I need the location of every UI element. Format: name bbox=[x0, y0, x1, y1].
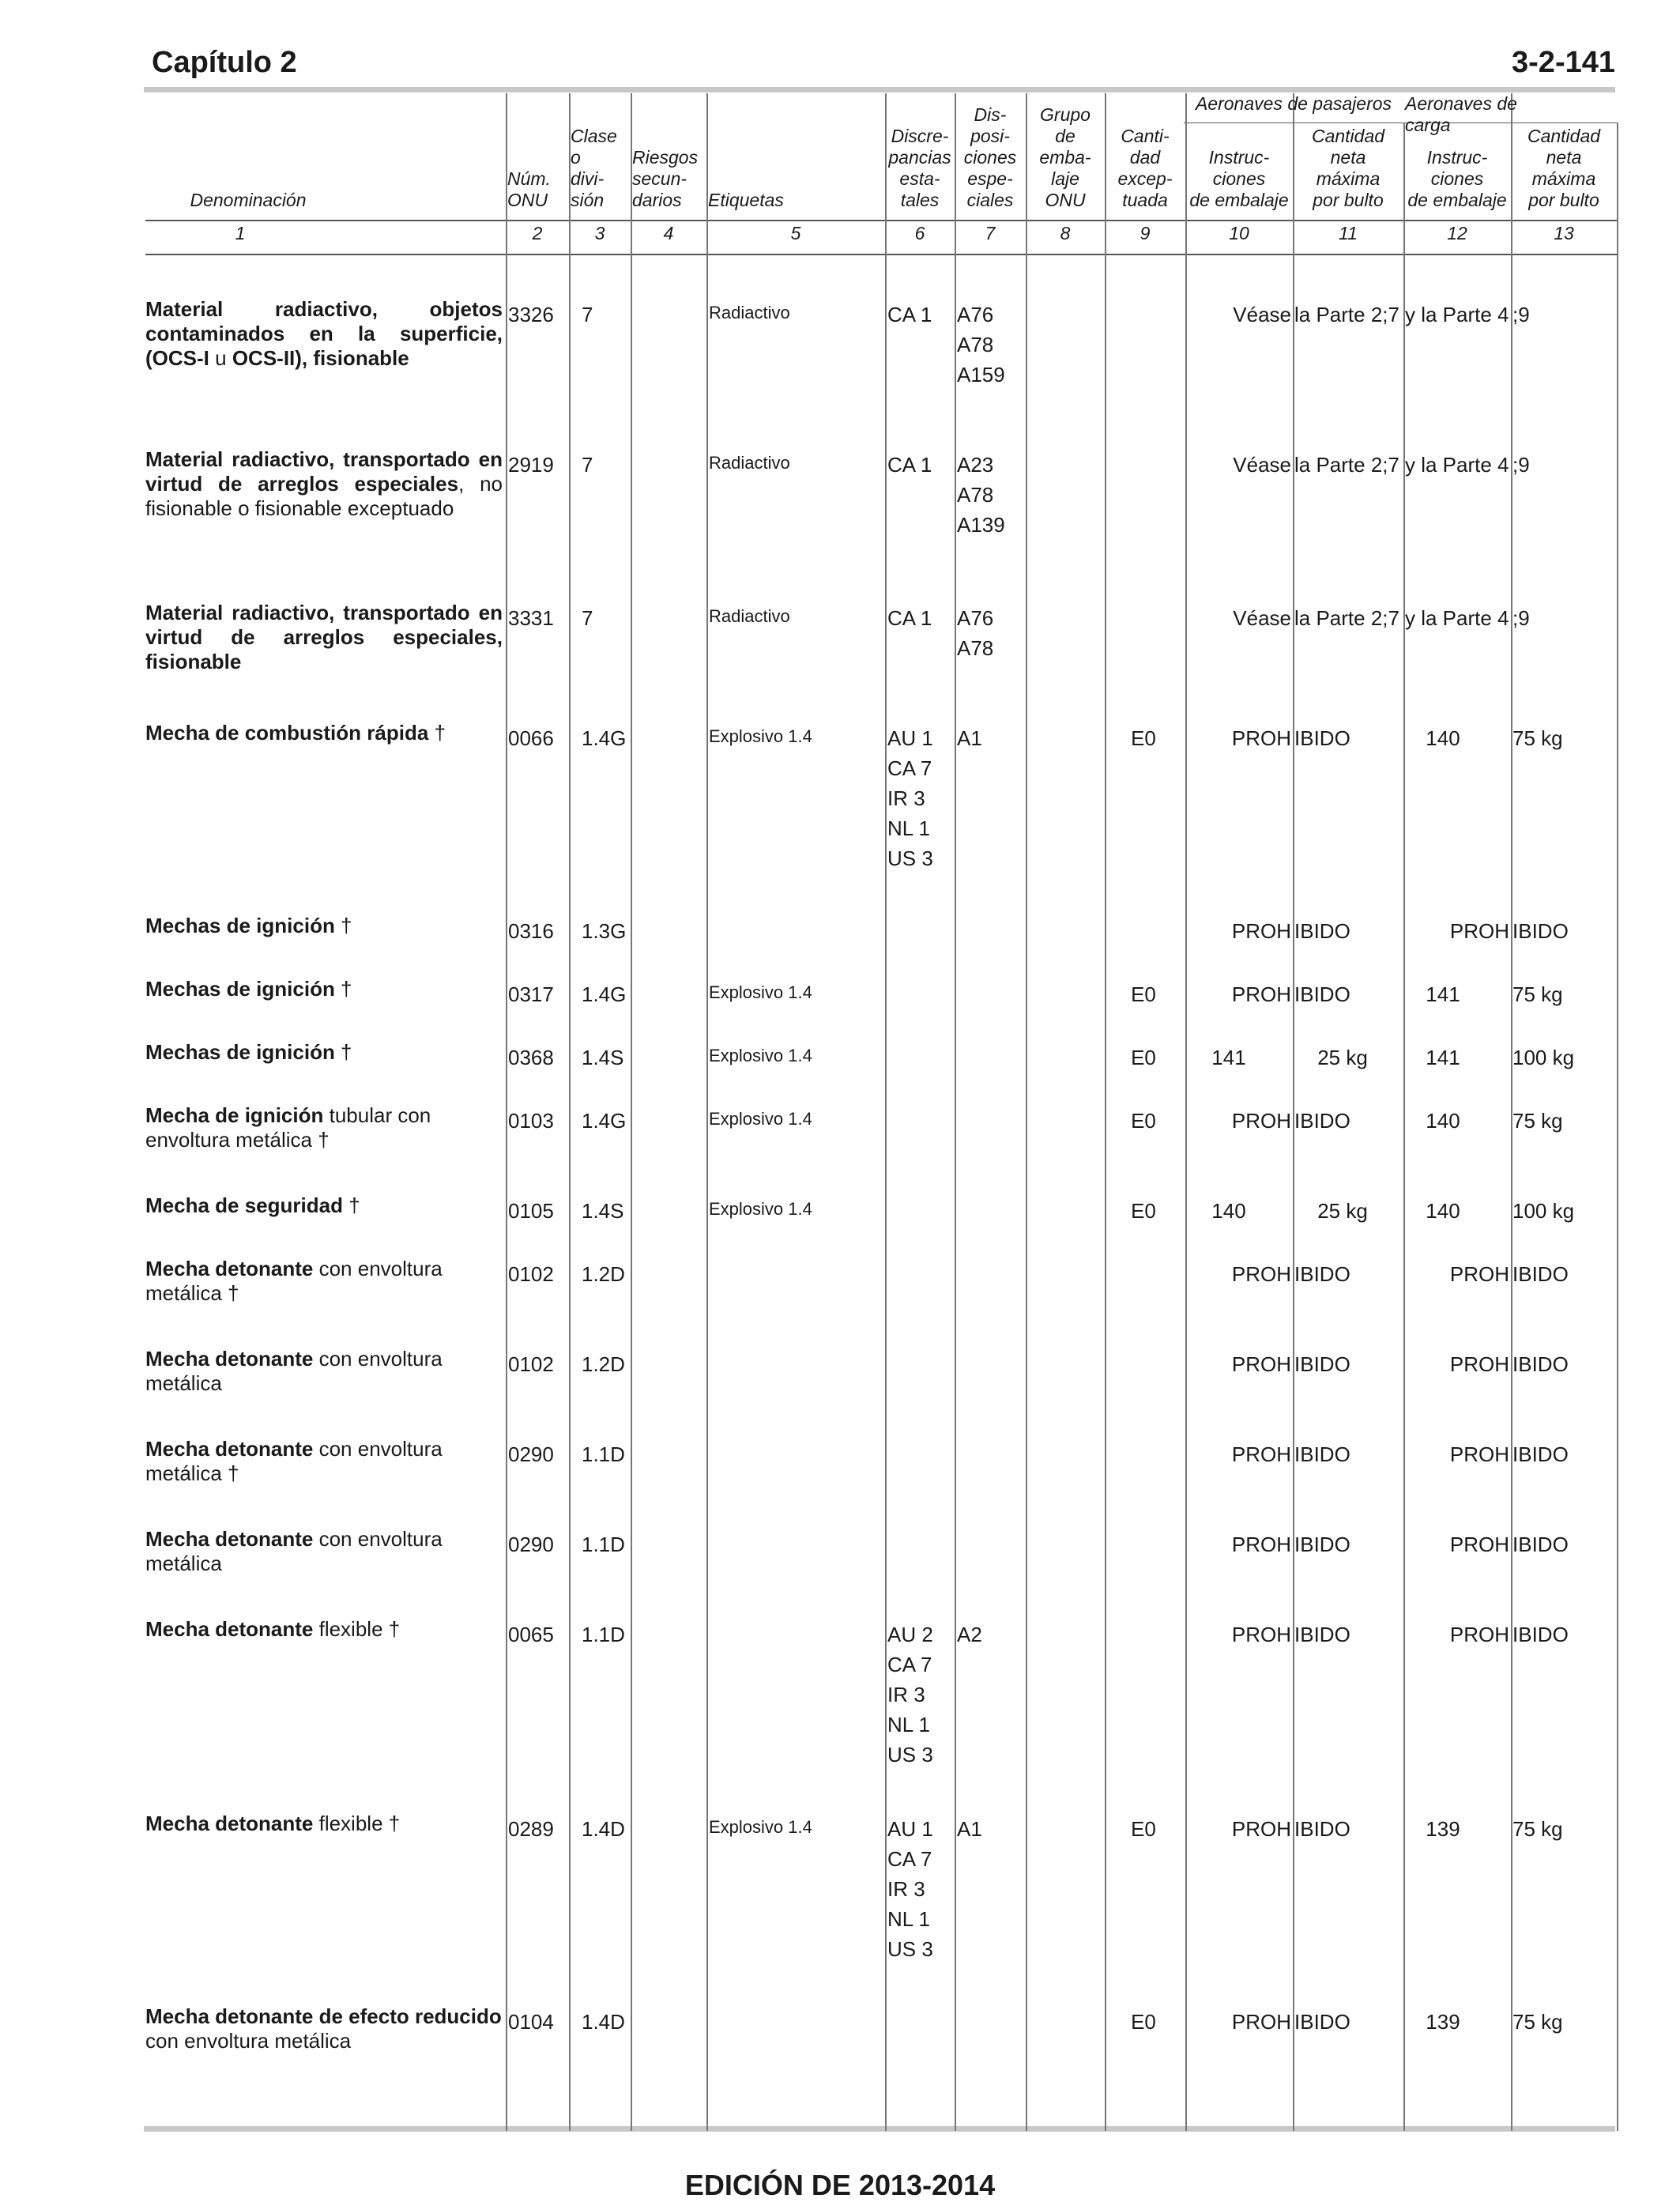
passenger-aircraft-header: Aeronaves de pasajeros bbox=[1195, 93, 1392, 114]
column-divider bbox=[706, 93, 708, 2131]
column-header-text: ONU bbox=[1045, 190, 1086, 210]
substance-name-bold: Material radiactivo, objetos contaminados en la superficie, (OCS-I bbox=[145, 297, 503, 370]
excepted-quantity: E0 bbox=[1131, 2010, 1156, 2034]
un-number: 0290 bbox=[508, 1533, 554, 1556]
class-division: 1.1D bbox=[582, 1623, 625, 1646]
edition-footer: EDICIÓN DE 2013-2014 bbox=[684, 2169, 996, 2201]
substance-name-text: con envoltura metálica bbox=[145, 2029, 352, 2053]
substance-name-text: † bbox=[334, 914, 352, 937]
class-division: 1.1D bbox=[582, 1442, 625, 1466]
special-provision: A139 bbox=[957, 513, 1005, 537]
substance-name-bold: Mechas de ignición bbox=[145, 914, 335, 937]
column-number: 4 bbox=[663, 223, 674, 243]
column-header-rule bbox=[145, 220, 1617, 221]
class-division: 1.4G bbox=[582, 726, 627, 750]
passenger-packing-instruction: PROH bbox=[1231, 919, 1291, 943]
label-text: Explosivo 1.4 bbox=[709, 726, 812, 746]
column-number: 8 bbox=[1060, 223, 1071, 243]
substance-name bbox=[145, 1193, 503, 1218]
substance-name bbox=[145, 601, 503, 674]
class-division: 7 bbox=[582, 303, 593, 326]
special-provision: A76 bbox=[957, 606, 994, 630]
class-division: 1.2D bbox=[582, 1262, 625, 1286]
class-division: 1.4G bbox=[582, 1109, 627, 1133]
class-division: 1.4S bbox=[582, 1046, 624, 1069]
state-variation: AU 1 bbox=[887, 1817, 933, 1841]
substance-name-bold: OCS-II), fisionable bbox=[232, 346, 409, 370]
column-header-text: espe- bbox=[967, 168, 1013, 189]
passenger-packing-instruction: PROH bbox=[1231, 982, 1291, 1006]
passenger-max-net-quantity: IBIDO bbox=[1294, 726, 1350, 750]
column-header-text: neta bbox=[1546, 147, 1582, 168]
column-header-text: ONU bbox=[507, 190, 548, 210]
passenger-max-net-quantity: IBIDO bbox=[1294, 2010, 1350, 2034]
cargo-packing-instruction: PROH bbox=[1449, 1442, 1509, 1466]
cargo-max-net-quantity: ;9 bbox=[1512, 606, 1530, 630]
special-provision: A159 bbox=[957, 363, 1005, 386]
substance-name-text: con envoltura metálica † bbox=[145, 1437, 443, 1485]
passenger-packing-instruction: 141 bbox=[1211, 1046, 1246, 1069]
column-divider bbox=[1026, 93, 1027, 2131]
special-provision: A78 bbox=[957, 483, 994, 507]
state-variation: CA 1 bbox=[887, 303, 932, 326]
column-header-text: ciones bbox=[1430, 168, 1484, 189]
column-header-text: Grupo bbox=[1040, 104, 1090, 125]
substance-name-bold: Mecha detonante bbox=[145, 1527, 314, 1551]
column-header-text: posi- bbox=[970, 126, 1010, 146]
cargo-max-net-quantity: IBIDO bbox=[1512, 1352, 1569, 1376]
substance-name bbox=[145, 1527, 503, 1576]
column-header-text: o bbox=[571, 147, 581, 168]
page-number: 3-2-141 bbox=[1512, 46, 1615, 79]
column-number: 2 bbox=[532, 223, 543, 243]
column-header-text: máxima bbox=[1531, 168, 1596, 189]
passenger-max-net-quantity: IBIDO bbox=[1294, 919, 1350, 943]
substance-name bbox=[145, 1257, 503, 1306]
column-header-text: Clase bbox=[571, 126, 617, 146]
column-header-text: Denominación bbox=[190, 190, 307, 210]
column-divider bbox=[1617, 123, 1618, 2131]
cargo-max-net-quantity: 100 kg bbox=[1512, 1199, 1575, 1223]
passenger-packing-instruction: PROH bbox=[1231, 2010, 1291, 2034]
state-variation: CA 1 bbox=[887, 453, 932, 477]
column-header-text: Cantidad bbox=[1527, 126, 1601, 146]
cargo-packing-instruction: y la Parte 4 bbox=[1405, 303, 1509, 326]
column-header-text: tuada bbox=[1122, 190, 1168, 210]
column-header-text: secun- bbox=[632, 168, 687, 189]
state-variation: CA 7 bbox=[887, 1653, 932, 1676]
state-variation: US 3 bbox=[887, 846, 933, 870]
substance-name-text: u bbox=[209, 346, 232, 370]
substance-name bbox=[145, 914, 503, 938]
passenger-packing-instruction: PROH bbox=[1231, 1262, 1291, 1286]
passenger-max-net-quantity: la Parte 2;7 bbox=[1294, 606, 1399, 630]
state-variation: CA 1 bbox=[887, 606, 932, 630]
excepted-quantity: E0 bbox=[1131, 1199, 1156, 1223]
footer-rule bbox=[144, 2126, 1615, 2132]
excepted-quantity: E0 bbox=[1131, 1109, 1156, 1133]
passenger-packing-instruction: Véase bbox=[1233, 303, 1291, 326]
substance-name bbox=[145, 1617, 503, 1642]
cargo-max-net-quantity: ;9 bbox=[1512, 303, 1530, 326]
substance-name-text: † bbox=[334, 1040, 352, 1064]
cargo-packing-instruction: 139 bbox=[1426, 1817, 1460, 1841]
column-header-text: neta bbox=[1330, 147, 1366, 168]
un-number: 0102 bbox=[508, 1352, 554, 1376]
column-header-text: Etiquetas bbox=[708, 190, 784, 210]
substance-name bbox=[145, 1347, 503, 1396]
excepted-quantity: E0 bbox=[1131, 1046, 1156, 1069]
substance-name-text: , no fisionable o fisionable exceptuado bbox=[145, 472, 503, 520]
substance-name bbox=[145, 2004, 503, 2053]
substance-name-text: † bbox=[342, 1193, 360, 1217]
cargo-packing-instruction: PROH bbox=[1449, 919, 1509, 943]
passenger-max-net-quantity: la Parte 2;7 bbox=[1294, 453, 1399, 477]
passenger-packing-instruction: PROH bbox=[1231, 1623, 1291, 1646]
class-division: 7 bbox=[582, 453, 593, 477]
label-text: Explosivo 1.4 bbox=[709, 1046, 812, 1065]
substance-name-bold: Mecha detonante bbox=[145, 1257, 314, 1280]
label-text: Radiactivo bbox=[709, 606, 790, 626]
column-number: 10 bbox=[1229, 223, 1249, 243]
column-number: 12 bbox=[1447, 223, 1467, 243]
column-header-text: ciales bbox=[966, 190, 1014, 210]
passenger-packing-instruction: Véase bbox=[1233, 606, 1291, 630]
un-number: 3331 bbox=[508, 606, 554, 630]
special-provision: A2 bbox=[957, 1623, 982, 1646]
substance-name-text: con envoltura metálica † bbox=[145, 1257, 443, 1305]
cargo-packing-instruction: 140 bbox=[1426, 1109, 1460, 1133]
header-rule bbox=[144, 87, 1615, 92]
column-header-text: Discre- bbox=[891, 126, 949, 146]
column-header-text: máxima bbox=[1316, 168, 1381, 189]
column-header-text: sión bbox=[571, 190, 605, 210]
column-number: 6 bbox=[914, 223, 925, 243]
column-header-text: esta- bbox=[899, 168, 940, 189]
substance-name-bold: Mecha de ignición bbox=[145, 1103, 324, 1127]
passenger-packing-instruction: 140 bbox=[1211, 1199, 1246, 1223]
class-division: 1.4S bbox=[582, 1199, 624, 1223]
column-header-text: Riesgos bbox=[632, 147, 699, 168]
substance-name-bold: Material radiactivo, transportado en virtud de arreglos especiales, fisionable bbox=[145, 601, 503, 673]
column-header-text: laje bbox=[1051, 168, 1079, 189]
column-number: 11 bbox=[1339, 223, 1358, 243]
column-header-text: dad bbox=[1129, 147, 1161, 168]
column-header-text: Canti- bbox=[1121, 126, 1170, 146]
class-division: 1.1D bbox=[582, 1533, 625, 1556]
cargo-packing-instruction: 141 bbox=[1426, 1046, 1460, 1069]
cargo-max-net-quantity: 100 kg bbox=[1512, 1046, 1575, 1069]
state-variation: IR 3 bbox=[887, 1683, 925, 1706]
label-text: Radiactivo bbox=[709, 303, 790, 322]
substance-name bbox=[145, 1103, 503, 1152]
cargo-max-net-quantity: 75 kg bbox=[1512, 1817, 1563, 1841]
column-number: 1 bbox=[235, 223, 246, 243]
state-variation: NL 1 bbox=[887, 1713, 930, 1736]
column-number: 5 bbox=[790, 223, 801, 243]
special-provision: A78 bbox=[957, 636, 994, 660]
column-header-text: Instruc- bbox=[1426, 147, 1488, 168]
un-number: 0066 bbox=[508, 726, 554, 750]
un-number: 0289 bbox=[508, 1817, 554, 1841]
column-header-text: excep- bbox=[1117, 168, 1173, 189]
un-number: 0103 bbox=[508, 1109, 554, 1133]
substance-name bbox=[145, 297, 503, 371]
column-header-text: ciones bbox=[1212, 168, 1266, 189]
substance-name-bold: Mecha detonante de efecto reducido bbox=[145, 2004, 502, 2028]
class-division: 7 bbox=[582, 606, 593, 630]
state-variation: CA 7 bbox=[887, 1847, 932, 1871]
substance-name bbox=[145, 1437, 503, 1486]
state-variation: NL 1 bbox=[887, 816, 930, 840]
label-text: Explosivo 1.4 bbox=[709, 982, 812, 1002]
substance-name-bold: Mechas de ignición bbox=[145, 1040, 335, 1064]
column-header-text: emba- bbox=[1039, 147, 1091, 168]
substance-name-text: tubular con envoltura metálica † bbox=[145, 1103, 431, 1152]
passenger-max-net-quantity: IBIDO bbox=[1294, 982, 1350, 1006]
un-number: 0104 bbox=[508, 2010, 554, 2034]
column-divider bbox=[955, 93, 956, 2131]
class-division: 1.4D bbox=[582, 2010, 625, 2034]
column-header-text: de embalaje bbox=[1189, 190, 1289, 210]
cargo-max-net-quantity: 75 kg bbox=[1512, 2010, 1563, 2034]
column-divider bbox=[631, 93, 632, 2131]
un-number: 0105 bbox=[508, 1199, 554, 1223]
un-number: 2919 bbox=[508, 453, 554, 477]
substance-name-bold: Mecha detonante bbox=[145, 1617, 314, 1641]
cargo-max-net-quantity: 75 kg bbox=[1512, 1109, 1563, 1133]
state-variation: IR 3 bbox=[887, 786, 925, 810]
un-number: 0368 bbox=[508, 1046, 554, 1069]
un-number: 0317 bbox=[508, 982, 554, 1006]
column-divider bbox=[506, 93, 507, 2131]
state-variation: AU 2 bbox=[887, 1623, 933, 1646]
cargo-packing-instruction: 139 bbox=[1426, 2010, 1460, 2034]
cargo-max-net-quantity: IBIDO bbox=[1512, 1623, 1569, 1646]
class-division: 1.4G bbox=[582, 982, 627, 1006]
column-header-text: pancias bbox=[888, 147, 951, 168]
passenger-packing-instruction: PROH bbox=[1231, 1352, 1291, 1376]
label-text: Explosivo 1.4 bbox=[709, 1817, 812, 1837]
state-variation: NL 1 bbox=[887, 1907, 930, 1931]
column-header-text: Núm. bbox=[507, 168, 551, 189]
cargo-max-net-quantity: IBIDO bbox=[1512, 1442, 1569, 1466]
column-divider bbox=[569, 93, 571, 2131]
excepted-quantity: E0 bbox=[1131, 726, 1156, 750]
passenger-max-net-quantity: IBIDO bbox=[1294, 1623, 1350, 1646]
passenger-max-net-quantity: la Parte 2;7 bbox=[1294, 303, 1399, 326]
passenger-packing-instruction: PROH bbox=[1231, 1109, 1291, 1133]
substance-name-bold: Mechas de ignición bbox=[145, 977, 335, 1001]
excepted-quantity: E0 bbox=[1131, 1817, 1156, 1841]
passenger-max-net-quantity: 25 kg bbox=[1317, 1046, 1368, 1069]
passenger-max-net-quantity: IBIDO bbox=[1294, 1262, 1350, 1286]
column-header-text: ciones bbox=[963, 147, 1017, 168]
passenger-max-net-quantity: IBIDO bbox=[1294, 1442, 1350, 1466]
cargo-max-net-quantity: IBIDO bbox=[1512, 1262, 1569, 1286]
excepted-quantity: E0 bbox=[1131, 982, 1156, 1006]
column-divider bbox=[1105, 93, 1106, 2131]
chapter-title: Capítulo 2 bbox=[152, 46, 297, 79]
special-provision: A23 bbox=[957, 453, 994, 477]
state-variation: US 3 bbox=[887, 1937, 933, 1961]
substance-name-bold: Mecha de seguridad bbox=[145, 1193, 343, 1217]
substance-name-bold: Mecha detonante bbox=[145, 1812, 314, 1835]
passenger-max-net-quantity: IBIDO bbox=[1294, 1109, 1350, 1133]
substance-name bbox=[145, 721, 503, 745]
cargo-packing-instruction: PROH bbox=[1449, 1352, 1509, 1376]
state-variation: US 3 bbox=[887, 1743, 933, 1767]
special-provision: A76 bbox=[957, 303, 994, 326]
passenger-packing-instruction: Véase bbox=[1233, 453, 1291, 477]
column-header-text: tales bbox=[900, 190, 940, 210]
column-header-text: Instruc- bbox=[1208, 147, 1270, 168]
substance-name-text: † bbox=[334, 977, 352, 1001]
cargo-packing-instruction: 140 bbox=[1426, 726, 1460, 750]
state-variation: CA 7 bbox=[887, 756, 932, 780]
substance-name bbox=[145, 1812, 503, 1836]
cargo-aircraft-header: Aeronaves de carga bbox=[1405, 93, 1517, 135]
column-number: 3 bbox=[594, 223, 605, 243]
cargo-max-net-quantity: ;9 bbox=[1512, 453, 1530, 477]
special-provision: A78 bbox=[957, 333, 994, 356]
substance-name-bold: Material radiactivo, transportado en virtud de arreglos especiales bbox=[145, 447, 503, 496]
column-header-text: divi- bbox=[571, 168, 605, 189]
column-header-text: por bulto bbox=[1313, 190, 1384, 210]
passenger-packing-instruction: PROH bbox=[1231, 726, 1291, 750]
column-header-text: darios bbox=[632, 190, 682, 210]
cargo-packing-instruction: PROH bbox=[1449, 1262, 1509, 1286]
passenger-packing-instruction: PROH bbox=[1231, 1817, 1291, 1841]
column-number: 9 bbox=[1139, 223, 1151, 243]
substance-name-text: flexible † bbox=[313, 1617, 401, 1641]
substance-name-bold: Mecha detonante bbox=[145, 1347, 314, 1371]
column-header-text: de bbox=[1055, 126, 1075, 146]
class-division: 1.3G bbox=[582, 919, 627, 943]
special-provision: A1 bbox=[957, 1817, 982, 1841]
passenger-max-net-quantity: IBIDO bbox=[1294, 1352, 1350, 1376]
un-number: 0290 bbox=[508, 1442, 554, 1466]
column-header-text: Cantidad bbox=[1311, 126, 1385, 146]
cargo-packing-instruction: 141 bbox=[1426, 982, 1460, 1006]
passenger-max-net-quantity: IBIDO bbox=[1294, 1817, 1350, 1841]
class-division: 1.2D bbox=[582, 1352, 625, 1376]
cargo-packing-instruction: PROH bbox=[1449, 1623, 1509, 1646]
cargo-max-net-quantity: 75 kg bbox=[1512, 726, 1563, 750]
substance-name bbox=[145, 977, 503, 1001]
label-text: Radiactivo bbox=[709, 453, 790, 473]
column-header-text: de embalaje bbox=[1407, 190, 1507, 210]
label-text: Explosivo 1.4 bbox=[709, 1199, 812, 1219]
column-header-text: por bulto bbox=[1528, 190, 1599, 210]
substance-name-text: flexible † bbox=[313, 1812, 401, 1835]
state-variation: AU 1 bbox=[887, 726, 933, 750]
class-division: 1.4D bbox=[582, 1817, 625, 1841]
cargo-max-net-quantity: IBIDO bbox=[1512, 919, 1569, 943]
label-text: Explosivo 1.4 bbox=[709, 1109, 812, 1129]
cargo-max-net-quantity: 75 kg bbox=[1512, 982, 1563, 1006]
substance-name bbox=[145, 447, 503, 521]
passenger-packing-instruction: PROH bbox=[1231, 1442, 1291, 1466]
substance-name-text: con envoltura metálica bbox=[145, 1347, 443, 1395]
substance-name-text: † bbox=[428, 721, 446, 745]
un-number: 0316 bbox=[508, 919, 554, 943]
column-number: 13 bbox=[1554, 223, 1574, 243]
substance-name-text: con envoltura metálica bbox=[145, 1527, 443, 1575]
passenger-max-net-quantity: 25 kg bbox=[1317, 1199, 1368, 1223]
column-divider bbox=[885, 93, 887, 2131]
column-number: 7 bbox=[985, 223, 996, 243]
column-header-text: Dis- bbox=[974, 104, 1007, 125]
cargo-packing-instruction: y la Parte 4 bbox=[1405, 453, 1509, 477]
un-number: 0102 bbox=[508, 1262, 554, 1286]
cargo-packing-instruction: y la Parte 4 bbox=[1405, 606, 1509, 630]
un-number: 0065 bbox=[508, 1623, 554, 1646]
passenger-max-net-quantity: IBIDO bbox=[1294, 1533, 1350, 1556]
substance-name-bold: Mecha de combustión rápida bbox=[145, 721, 429, 745]
special-provision: A1 bbox=[957, 726, 982, 750]
cargo-packing-instruction: PROH bbox=[1449, 1533, 1509, 1556]
cargo-packing-instruction: 140 bbox=[1426, 1199, 1460, 1223]
state-variation: IR 3 bbox=[887, 1877, 925, 1901]
passenger-packing-instruction: PROH bbox=[1231, 1533, 1291, 1556]
column-number-rule bbox=[145, 254, 1617, 255]
un-number: 3326 bbox=[508, 303, 554, 326]
cargo-max-net-quantity: IBIDO bbox=[1512, 1533, 1569, 1556]
substance-name bbox=[145, 1040, 503, 1065]
substance-name-bold: Mecha detonante bbox=[145, 1437, 314, 1461]
